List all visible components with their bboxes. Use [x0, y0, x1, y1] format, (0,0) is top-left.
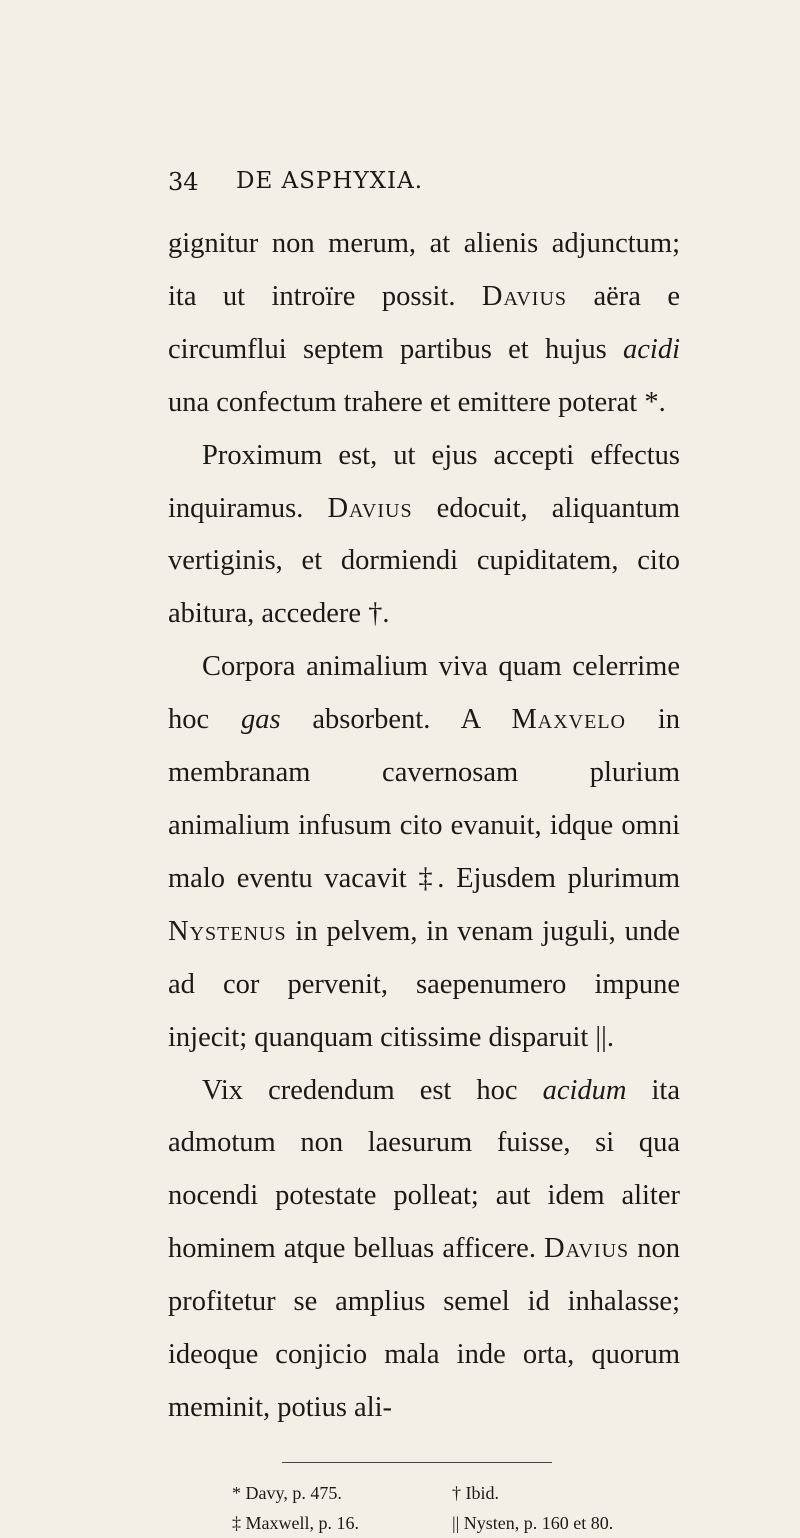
author-name: Davius [544, 1233, 630, 1265]
text-run: Corpora animalium viva quam celerrime hoc [168, 651, 680, 736]
author-name: Nystenus [168, 915, 287, 947]
paragraph [168, 1065, 680, 1435]
text-run: ita admotum non laesurum fuisse, si qua nocendi potestate polleat; aut idem aliter hominem atque belluas afficere. [168, 1074, 680, 1265]
body-text [168, 218, 680, 1435]
text-run: Proximum est, ut ejus accepti effectus inquiramus. [168, 439, 680, 524]
footnote-row [232, 1508, 672, 1538]
footnote-row [232, 1478, 672, 1508]
page-number: 34 [168, 168, 199, 196]
text-run: gignitur non merum, at alienis adjunctum; ita ut introïre possit. [168, 228, 680, 312]
footnote: ‡ Maxwell, p. 16. [232, 1513, 359, 1533]
author-name: Davius [327, 492, 413, 524]
text-run: absorbent. A [280, 704, 512, 736]
italic-term: acidum [542, 1074, 627, 1106]
footnote: || Nysten, p. 160 et 80. [452, 1513, 614, 1533]
paragraph [168, 430, 680, 642]
text-run: in membranam cavernosam plurium animalium infusum cito evanuit, idque omni malo eventu vacavit ‡. Ejusdem plurimum [168, 704, 680, 894]
text-run: in pelvem, in venam juguli, unde ad cor pervenit, saepenumero impune injecit; quanquam citissime disparuit ||. [168, 915, 680, 1053]
page-header [168, 168, 688, 208]
italic-term: acidi [623, 333, 680, 365]
text-run: edocuit, aliquantum vertiginis, et dormiendi cupiditatem, cito abitura, accedere †. [168, 492, 680, 630]
footnote: † Ibid. [452, 1483, 499, 1503]
text-run: aëra e circumflui septem partibus et hujus [168, 280, 681, 365]
author-name: Davius [481, 280, 568, 312]
author-name: Maxvelo [511, 704, 626, 736]
footnotes [232, 1478, 672, 1538]
text-run: non profitetur se amplius semel id inhalasse; ideoque conjicio mala inde orta, quorum meminit, potius ali- [168, 1233, 681, 1423]
footnote-divider [282, 1462, 552, 1463]
italic-term: gas [240, 704, 281, 736]
text-run: una confectum trahere et emittere poterat *. [168, 386, 666, 418]
paragraph [168, 641, 680, 1064]
text-run: Vix credendum est hoc [202, 1074, 543, 1106]
footnote: * Davy, p. 475. [232, 1483, 342, 1503]
running-title: DE ASPHYXIA. [236, 168, 424, 194]
paragraph [168, 218, 680, 430]
